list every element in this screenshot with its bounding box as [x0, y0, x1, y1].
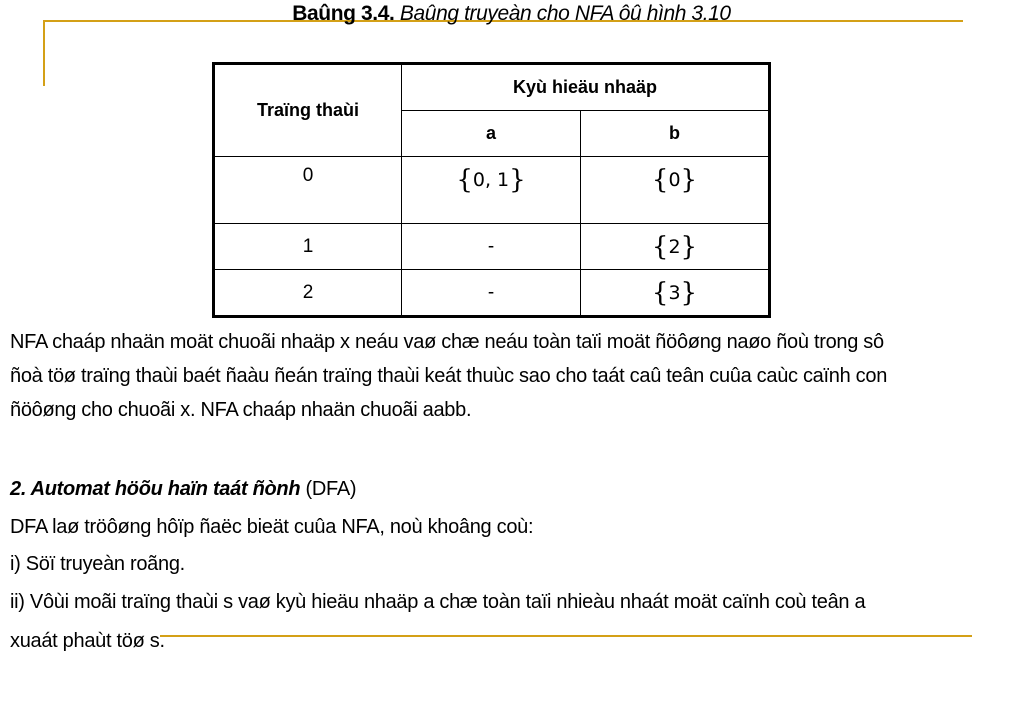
paragraph-line: ñoà töø traïng thaùi baét ñaàu ñeán traïng thaùi keát thuùc sao cho taát caû teân cuûa caùc caïnh con — [10, 365, 888, 387]
table-row — [214, 224, 770, 270]
paragraph-line: NFA chaáp nhaän moät chuoãi nhaäp x neáu vaø chæ neáu toàn taïi moät ñöôøng naøo ñoù trong sô — [10, 331, 884, 353]
transition-cell-a: - — [402, 270, 581, 317]
transition-cell-b: {2} — [581, 224, 770, 270]
dfa-definition-line: DFA laø tröôøng hôïp ñaëc bieät cuûa NFA, noù khoâng coù: — [10, 516, 534, 538]
input-symbol-header: Kyù hieäu nhaäp — [402, 64, 770, 111]
state-column-header: Traïng thaùi — [214, 64, 402, 157]
list-item-2-line-2: xuaát phaùt töø s. — [10, 630, 165, 652]
table-caption — [0, 2, 1023, 26]
table-row — [214, 157, 770, 224]
transition-cell-a: - — [402, 224, 581, 270]
left-accent-line — [43, 20, 45, 86]
section-heading — [10, 472, 1015, 506]
state-cell: 2 — [214, 270, 402, 317]
state-set: 3 — [668, 281, 681, 304]
nfa-acceptance-paragraph — [10, 325, 1015, 427]
state-set: 2 — [668, 235, 681, 258]
state-set: 0, 1 — [472, 169, 510, 191]
state-cell: 0 — [214, 157, 402, 224]
caption-label: Baûng 3.4. — [292, 2, 395, 25]
symbol-b-header: b — [581, 111, 770, 157]
section-title: 2. Automat höõu haïn taát ñònh — [10, 478, 301, 500]
transition-cell-b: {0} — [581, 157, 770, 224]
state-set: 0 — [668, 169, 681, 191]
state-cell: 1 — [214, 224, 402, 270]
transition-cell-a: {0, 1} — [402, 157, 581, 224]
symbol-a-header: a — [402, 111, 581, 157]
caption-text: Baûng truyeàn cho NFA ôû hình 3.10 — [399, 2, 731, 25]
list-item-2-line-1: ii) Vôùi moãi traïng thaùi s vaø kyù hieäu nhaäp a chæ toàn taïi nhieàu nhaát moät caïnh coù teân a — [10, 591, 866, 613]
paragraph-line: ñöôøng cho chuoãi x. NFA chaáp nhaän chuoãi aabb. — [10, 399, 472, 421]
transition-table — [212, 62, 771, 318]
list-item-1: i) Söï truyeàn roãng. — [10, 553, 185, 575]
section-suffix: (DFA) — [300, 478, 357, 500]
table-row — [214, 270, 770, 317]
transition-cell-b: {3} — [581, 270, 770, 317]
